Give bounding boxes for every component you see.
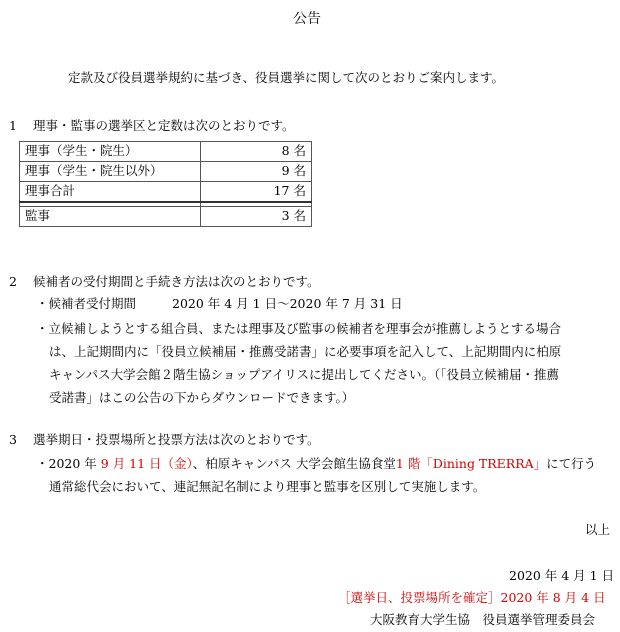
signature: 大阪教育大学生協 役員選挙管理委員会 [370, 612, 596, 627]
election-campus: 、柏原キャンパス 大学会館生協食堂 [192, 456, 396, 471]
row-label: 理事（学生・院生） [20, 142, 201, 162]
row-label: 理事合計 [20, 182, 201, 203]
section1-heading: 理事・監事の選挙区と定数は次のとおりです。 [33, 118, 295, 133]
procedure-line: キャンパス大学会館２階生協ショップアイリスに提出してください。（「役員立候補届・推薦 [49, 367, 560, 382]
section1-number: 1 [9, 118, 17, 133]
procedure-line: ・立候補しようとする組合員、または理事及び監事の候補者を理事会が推薦しようとする場合 [36, 321, 562, 336]
table-row [20, 162, 312, 182]
row-count: 9 名 [201, 162, 312, 182]
seats-table [19, 141, 312, 227]
update-note: ［選挙日、投票場所を確定］2020 年 8 月 4 日 [338, 590, 606, 605]
section2-number: 2 [9, 274, 17, 289]
intro-text: 定款及び役員選挙規約に基づき、役員選挙に関して次のとおりご案内します。 [68, 70, 505, 85]
election-line [36, 458, 596, 471]
section3-heading: 選挙期日・投票場所と投票方法は次のとおりです。 [33, 432, 320, 447]
table-row [20, 182, 312, 203]
section2-heading: 候補者の受付期間と手続き方法は次のとおりです。 [33, 274, 320, 289]
row-label: 監事 [20, 207, 201, 227]
notice-title: 公告 [293, 11, 321, 27]
notice-date: 2020 年 4 月 1 日 [509, 568, 615, 583]
election-line2: 通常総代会において、連記無記名制により理事と監事を区別して実施します。 [49, 479, 486, 494]
table-row [20, 207, 312, 227]
section3-number: 3 [9, 432, 17, 447]
table-row [20, 142, 312, 162]
closing-text: 以上 [585, 522, 611, 537]
period-value: 2020 年 4 月 1 日～2020 年 7 月 31 日 [172, 296, 403, 311]
row-label: 理事（学生・院生以外） [20, 162, 201, 182]
row-count: 17 名 [201, 182, 312, 203]
election-year: ・2020 年 [36, 456, 101, 471]
election-suffix: にて行う [546, 456, 597, 471]
procedure-line: は、上記期間内に「役員立候補届・推薦受諾書」に必要事項を記入して、上記期間内に柏原 [49, 344, 562, 359]
procedure-line: 受諾書」はこの公告の下からダウンロードできます。） [49, 390, 355, 405]
row-count: 8 名 [201, 142, 312, 162]
period-label: ・候補者受付期間 [36, 296, 137, 311]
election-place: 1 階「Dining TRERRA」 [395, 456, 547, 471]
row-count: 3 名 [201, 207, 312, 227]
election-date: 9 月 11 日（金） [100, 456, 193, 471]
